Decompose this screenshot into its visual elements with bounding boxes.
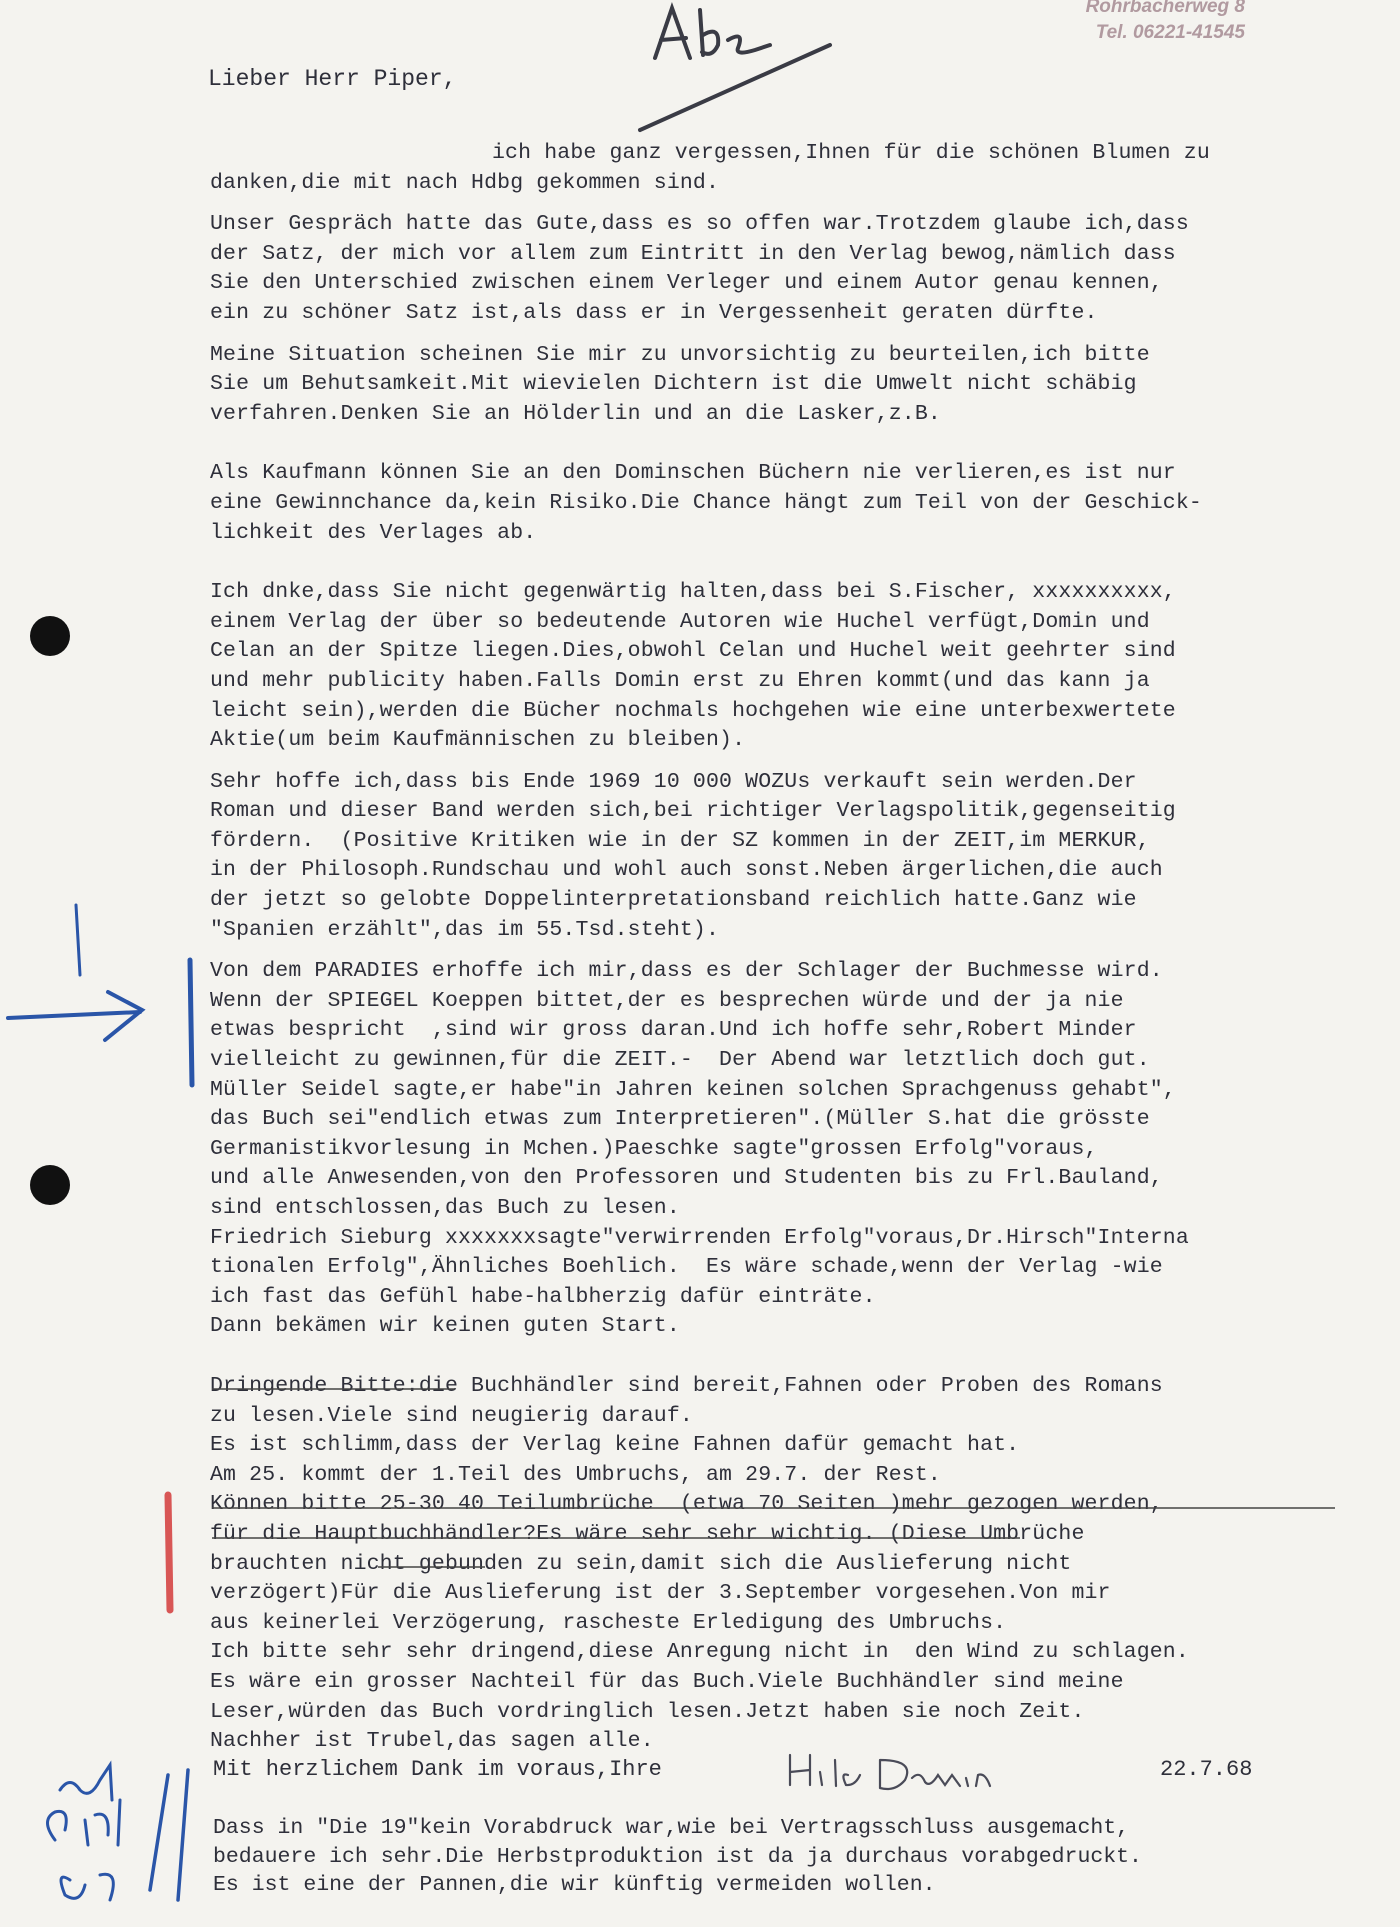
margin-note-handwriting — [48, 1765, 189, 1900]
paragraph-1-text: ich habe ganz vergessen,Ihnen für die schönen Blumen zu danken,die mit nach Hdbg gekommen sind. — [210, 141, 1210, 195]
paragraph-8: Dringende Bitte:die Buchhändler sind bereit,Fahnen oder Proben des Romans zu lesen.Viele sind neugierig darauf. Es ist schlimm,dass der Verlag keine Fahnen dafür gemacht hat. Am 25. kommt der 1.Teil des Umbruchs, am 29.7. der Rest. Können bitte 25-30 40 Teilumbrüche (etwa 70 Seiten )mehr gezogen werden, für die Hauptbuchhändler?Es wäre sehr sehr wichtig. (Diese Umbrüche brauchten nicht gebunden zu sein,damit sich die Auslieferung nicht verzögert)Für die Auslieferung ist der 3.September vorgesehen.Von mir aus keinerlei Verzögerung, rascheste Erledigung des Umbruchs. Ich bitte sehr sehr dringend,diese Anregung nicht in den Wind zu schlagen. Es wäre ein grosser Nachteil für das Buch.Viele Buchhändler sind meine Leser,würden das Buch vordringlich lesen.Jetzt haben sie noch Zeit. Nachher ist Trubel,das sagen alle. — [210, 1373, 1189, 1754]
letterhead-phone: Tel. 06221-41545 — [1095, 22, 1245, 43]
paragraph-5: Ich dnke,dass Sie nicht gegenwärtig halten,dass bei S.Fischer, xxxxxxxxxx, einem Verlag der über so bedeutende Autoren wie Huchel verfügt,Domin und Celan an der Spitze liegen.Dies,obwohl Celan und Huchel weit geehrter sind und mehr publicity haben.Falls Domin erst zu Ehren kommt(und das kann ja leicht sein),werden die Bücher nochmals hochgehen wie eine unterbexwertete Aktie(um beim Kaufmännischen zu bleiben). — [210, 580, 1176, 753]
postscript: Dass in "Die 19"kein Vorabdruck war,wie bei Vertragsschluss ausgemacht, bedauere ich sehr.Die Herbstproduktion ist da ja durchaus vorabgedruckt. Es ist eine der Pannen,die wir künftig vermeiden wollen. — [213, 1816, 1142, 1897]
margin-arrow-mark — [8, 905, 192, 1085]
paragraph-3: Meine Situation scheinen Sie mir zu unvorsichtig zu beurteilen,ich bitte Sie um Behutsamkeit.Mit wievielen Dichtern ist die Umwelt nicht schäbig verfahren.Denken Sie an Hölderlin und an die Lasker,z.B. — [210, 342, 1150, 426]
paragraph-2: Unser Gespräch hatte das Gute,dass es so offen war.Trotzdem glaube ich,dass der Satz, der mich vor allem zum Eintritt in den Verlag bewog,nämlich dass Sie den Unterschied zwischen einem Verleger und einem Autor genau kennen, ein zu schöner Satz ist,als dass er in Vergessenheit geraten dürfte. — [210, 212, 1189, 325]
paragraph-4: Als Kaufmann können Sie an den Dominschen Büchern nie verlieren,es ist nur eine Gewinnchance da,kein Risiko.Die Chance hängt zum Teil von der Geschick- lichkeit des Verlages ab. — [210, 461, 1202, 545]
initials-handwriting — [640, 8, 830, 130]
signoff: Mit herzlichem Dank im voraus,Ihre — [213, 1757, 662, 1782]
letterhead-street: Rohrbacherweg 8 — [1085, 0, 1245, 17]
paragraph-6: Sehr hoffe ich,dass bis Ende 1969 10 000 WOZUs verkauft sein werden.Der Roman und dieser Band werden sich,bei richtiger Verlagspolitik,gegenseitig fördern. (Positive Kritiken wie in der SZ kommen in der ZEIT,im MERKUR, in der Philosoph.Rundschau und wohl auch sonst.Neben ärgerlichen,die auch der jetzt so gelobte Doppelinterpretationsband reichlich hatte.Ganz wie "Spanien erzählt",das im 55.Tsd.steht). — [210, 769, 1176, 942]
margin-red-mark — [168, 1495, 170, 1610]
letter-date: 22.7.68 — [1160, 1757, 1253, 1782]
emphasis-underlines — [212, 1389, 1335, 1567]
paragraph-7: Von dem PARADIES erhoffe ich mir,dass es der Schlager der Buchmesse wird. Wenn der SPIEGEL Koeppen bittet,der es besprechen würde und der ja nie etwas bespricht ,sind wir gross daran.Und ich hoffe sehr,Robert Minder vielleicht zu gewinnen,für die ZEIT.- Der Abend war letztlich doch gut. Müller Seidel sagte,er habe"in Jahren keinen solchen Sprachgenuss gehabt", das Buch sei"endlich etwas zum Interpretieren".(Müller S.hat die grösste Germanistikvorlesung in Mchen.)Paeschke sagte"grossen Erfolg"voraus, und alle Anwesenden,von den Professoren und Studenten bis zu Frl.Bauland, sind entschlossen,das Buch zu lesen. Friedrich Sieburg xxxxxxxsagte"verwirrenden Erfolg"voraus,Dr.Hirsch"Interna tionalen Erfolg",Ähnliches Boehlich. Es wäre schade,wenn der Verlag -wie ich fast das Gefühl habe-halbherzig dafür einträte. Dann bekämen wir keinen guten Start. — [210, 959, 1189, 1339]
signature-handwriting — [790, 1755, 990, 1789]
salutation: Lieber Herr Piper, — [208, 66, 457, 92]
